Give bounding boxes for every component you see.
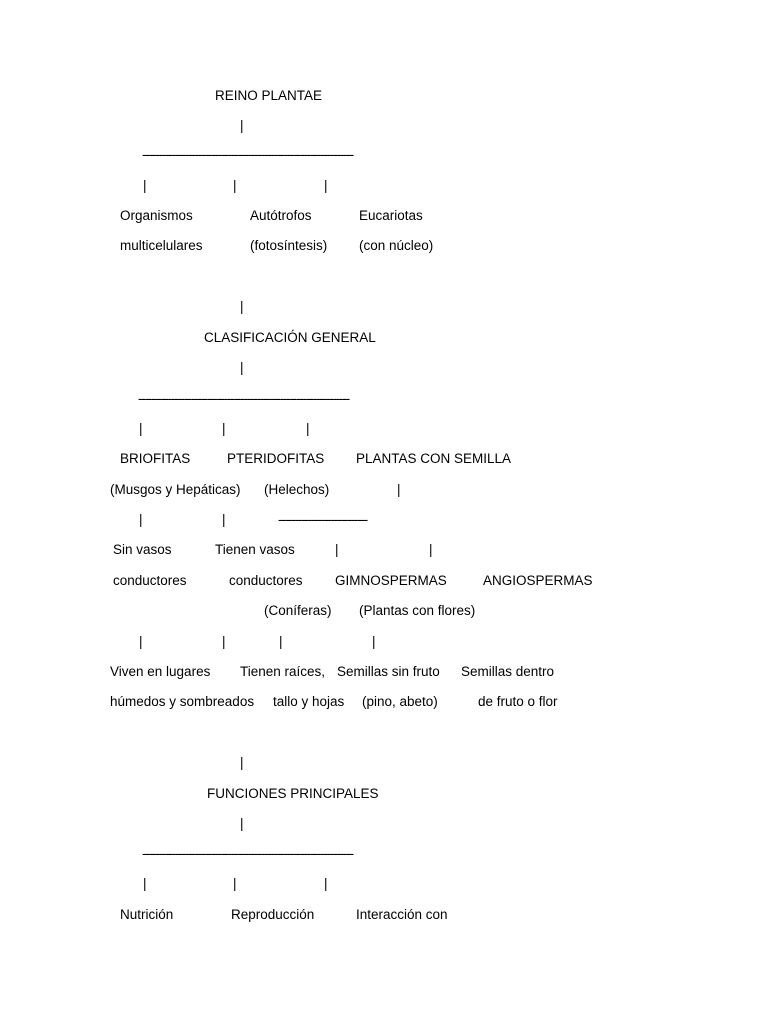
connector-bar: | <box>372 634 376 649</box>
connector-bar: | <box>335 542 339 557</box>
description-text: Viven en lugares <box>110 664 211 679</box>
heading-funciones-principales: FUNCIONES PRINCIPALES <box>207 786 379 801</box>
group-label-angiospermas: ANGIOSPERMAS <box>483 573 593 588</box>
function-label: Interacción con <box>356 907 448 922</box>
connector-bar: | <box>429 542 433 557</box>
connector-bar: | <box>240 299 244 314</box>
connector-bar: | <box>324 178 328 193</box>
characteristic-label: Eucariotas <box>359 208 423 223</box>
connector-bar: | <box>233 178 237 193</box>
group-example: (Plantas con flores) <box>359 603 476 618</box>
function-label: Reproducción <box>231 907 315 922</box>
characteristic-label: Organismos <box>120 208 193 223</box>
connector-bar: | <box>143 876 147 891</box>
connector-bar: | <box>240 816 244 831</box>
connector-bar: | <box>240 118 244 133</box>
description-text: de fruto o flor <box>478 694 558 709</box>
characteristic-label: Autótrofos <box>250 208 312 223</box>
group-example: (Musgos y Hepáticas) <box>110 482 241 497</box>
dash-line: --------------------------- <box>278 512 367 527</box>
group-label-briofitas: BRIOFITAS <box>120 451 191 466</box>
function-label: Nutrición <box>120 907 174 922</box>
group-example: (Coníferas) <box>264 603 332 618</box>
connector-bar: | <box>279 634 283 649</box>
connector-bar: | <box>139 421 143 436</box>
connector-bar: | <box>397 482 401 497</box>
trait-label: Sin vasos <box>113 542 172 557</box>
group-label-pteridofitas: PTERIDOFITAS <box>227 451 325 466</box>
connector-bar: | <box>240 755 244 770</box>
connector-bar: | <box>222 421 226 436</box>
description-text: Semillas dentro <box>461 664 555 679</box>
description-text: tallo y hojas <box>273 694 345 709</box>
connector-bar: | <box>233 876 237 891</box>
connector-bar: | <box>222 512 226 527</box>
trait-label: conductores <box>229 573 303 588</box>
connector-bar: | <box>306 421 310 436</box>
connector-bar: | <box>139 512 143 527</box>
description-text: Semillas sin fruto <box>337 664 440 679</box>
connector-bar: | <box>222 634 226 649</box>
group-label-gimnospermas: GIMNOSPERMAS <box>335 573 447 588</box>
connector-bar: | <box>324 876 328 891</box>
characteristic-detail: (fotosíntesis) <box>250 238 328 253</box>
dash-line: ---------------------------------------------------------------- <box>142 147 353 162</box>
title-reino-plantae: REINO PLANTAE <box>215 88 323 103</box>
trait-label: Tienen vasos <box>215 542 295 557</box>
description-text: húmedos y sombreados <box>110 694 255 709</box>
connector-bar: | <box>240 360 244 375</box>
trait-label: conductores <box>113 573 187 588</box>
description-text: Tienen raíces, <box>240 664 326 679</box>
group-label-plantas-con-semilla: PLANTAS CON SEMILLA <box>356 451 512 466</box>
connector-bar: | <box>143 178 147 193</box>
group-example: (Helechos) <box>264 482 330 497</box>
characteristic-detail: multicelulares <box>120 238 203 253</box>
description-text: (pino, abeto) <box>362 694 438 709</box>
heading-clasificacion-general: CLASIFICACIÓN GENERAL <box>204 330 376 345</box>
characteristic-detail: (con núcleo) <box>359 238 434 253</box>
dash-line: ---------------------------------------------------------------- <box>138 391 349 406</box>
connector-bar: | <box>139 634 143 649</box>
dash-line: ---------------------------------------------------------------- <box>142 846 353 861</box>
